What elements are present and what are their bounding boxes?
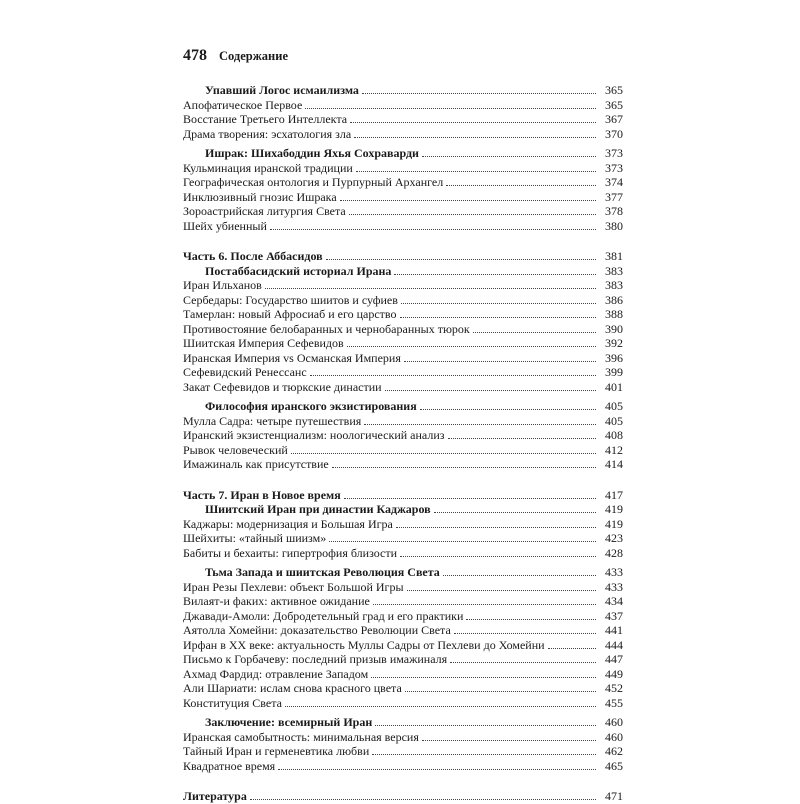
toc-entry-title: Апофатическое Первое bbox=[183, 97, 303, 112]
dot-leader bbox=[450, 653, 596, 663]
dot-leader bbox=[347, 337, 596, 347]
toc-entry bbox=[183, 623, 623, 638]
toc-entry-page: 386 bbox=[605, 292, 623, 307]
toc-section-heading bbox=[183, 83, 623, 98]
toc-entry-title: Письмо к Горбачеву: последний призыв имажиналя bbox=[183, 652, 448, 666]
dot-leader bbox=[434, 503, 596, 513]
toc-entry-page: 412 bbox=[605, 442, 623, 457]
dot-leader bbox=[344, 489, 596, 499]
toc-part-heading bbox=[183, 789, 623, 804]
dot-leader bbox=[340, 191, 596, 201]
toc-entry-title: Сефевидский Ренессанс bbox=[183, 365, 307, 379]
toc-entry-page: 444 bbox=[605, 637, 623, 652]
toc-entry bbox=[183, 112, 623, 127]
dot-leader bbox=[250, 790, 596, 800]
toc-entry-page: 401 bbox=[605, 379, 623, 394]
toc-entry-title: Джавади-Амоли: Добродетельный град и его практики bbox=[183, 608, 464, 623]
dot-leader bbox=[466, 610, 596, 620]
toc-entry-title: Мулла Садра: четыре путешествия bbox=[183, 413, 362, 428]
toc-entry-title: Кульминация иранской традиции bbox=[183, 160, 353, 175]
toc-entry bbox=[183, 307, 623, 322]
toc-entry-title: Шейхиты: «тайный шиизм» bbox=[183, 531, 327, 545]
toc-section-heading bbox=[183, 502, 623, 517]
dot-leader bbox=[265, 279, 596, 289]
toc-entry-title: Восстание Третьего Интеллекта bbox=[183, 112, 348, 126]
toc-entry-title: Иранская самобытность: минимальная версия bbox=[183, 729, 419, 744]
dot-leader bbox=[291, 444, 596, 454]
toc-entry-title: Часть 7. Иран в Новое время bbox=[183, 487, 341, 502]
toc-entry bbox=[183, 278, 623, 293]
dot-leader bbox=[446, 176, 596, 186]
toc-entry-page: 423 bbox=[605, 531, 623, 545]
dot-leader bbox=[326, 250, 596, 260]
toc-entry-title: Противостояние белобаранных и чернобаранных тюрок bbox=[183, 321, 470, 336]
dot-leader bbox=[350, 113, 596, 123]
toc-entry-page: 377 bbox=[605, 189, 623, 204]
toc-entry-page: 434 bbox=[605, 594, 623, 608]
toc-entry-title: Иран Резы Пехлеви: объект Большой Игры bbox=[183, 579, 404, 594]
toc-entry bbox=[183, 696, 623, 711]
toc-entry-page: 449 bbox=[605, 666, 623, 681]
table-of-contents bbox=[183, 83, 623, 804]
toc-entry-page: 373 bbox=[605, 160, 623, 175]
toc-entry-page: 447 bbox=[605, 652, 623, 666]
toc-entry-title: Иранская Империя vs Османская Империя bbox=[183, 350, 401, 365]
toc-entry-title: Шейх убиенный bbox=[183, 218, 267, 233]
toc-entry-title: Сербедары: Государство шиитов и суфиев bbox=[183, 292, 398, 307]
toc-entry-page: 405 bbox=[605, 413, 623, 428]
toc-entry-page: 417 bbox=[605, 487, 623, 502]
dot-leader bbox=[362, 84, 596, 94]
dot-leader bbox=[396, 518, 596, 528]
toc-entry-title: Рывок человеческий bbox=[183, 442, 288, 457]
dot-leader bbox=[404, 352, 596, 362]
toc-entry bbox=[183, 652, 623, 667]
toc-entry-title: Али Шариати: ислам снова красного цвета bbox=[183, 681, 402, 695]
dot-leader bbox=[422, 147, 596, 157]
toc-entry-page: 380 bbox=[605, 218, 623, 233]
toc-entry-title: Тамерлан: новый Афросиаб и его царство bbox=[183, 307, 397, 321]
toc-entry bbox=[183, 531, 623, 546]
dot-leader bbox=[443, 566, 596, 576]
toc-entry-page: 455 bbox=[605, 695, 623, 710]
toc-entry-title: Зороастрийская литургия Света bbox=[183, 204, 346, 218]
toc-entry-page: 390 bbox=[605, 321, 623, 336]
toc-entry-title: Географическая онтология и Пурпурный Архангел bbox=[183, 175, 444, 189]
toc-entry bbox=[183, 730, 623, 745]
toc-entry-page: 441 bbox=[605, 623, 623, 637]
toc-entry bbox=[183, 744, 623, 759]
toc-entry-page: 392 bbox=[605, 336, 623, 350]
dot-leader bbox=[473, 323, 596, 333]
toc-section-heading bbox=[183, 146, 623, 161]
toc-entry-title: Упавший Логос исмаилизма bbox=[205, 83, 359, 97]
toc-entry bbox=[183, 428, 623, 443]
toc-section-heading bbox=[183, 715, 623, 730]
dot-leader bbox=[422, 731, 596, 741]
toc-entry-page: 378 bbox=[605, 204, 623, 218]
dot-leader bbox=[371, 668, 596, 678]
dot-leader bbox=[401, 294, 596, 304]
toc-entry bbox=[183, 580, 623, 595]
dot-leader bbox=[364, 415, 596, 425]
toc-entry-page: 433 bbox=[605, 565, 623, 579]
toc-entry-title: Литература bbox=[183, 789, 247, 803]
toc-entry-page: 383 bbox=[605, 278, 623, 292]
dot-leader bbox=[270, 220, 596, 230]
toc-entry bbox=[183, 175, 623, 190]
toc-entry-title: Шиитская Империя Сефевидов bbox=[183, 336, 344, 350]
toc-entry-title: Аятолла Хомейни: доказательство Революции Света bbox=[183, 623, 451, 637]
toc-entry bbox=[183, 127, 623, 142]
toc-entry-page: 471 bbox=[605, 789, 623, 803]
running-title: Содержание bbox=[219, 49, 289, 63]
toc-entry-title: Философия иранского экзистирования bbox=[205, 399, 417, 413]
dot-leader bbox=[394, 265, 596, 275]
toc-entry bbox=[183, 609, 623, 624]
toc-entry-page: 433 bbox=[605, 579, 623, 594]
toc-entry bbox=[183, 414, 623, 429]
dot-leader bbox=[285, 697, 596, 707]
toc-entry-page: 388 bbox=[605, 307, 623, 321]
toc-entry bbox=[183, 457, 623, 472]
dot-leader bbox=[329, 532, 596, 542]
toc-entry-page: 408 bbox=[605, 428, 623, 442]
dot-leader bbox=[305, 99, 596, 109]
toc-entry bbox=[183, 98, 623, 113]
toc-entry-page: 370 bbox=[605, 126, 623, 141]
toc-entry-page: 465 bbox=[605, 758, 623, 773]
dot-leader bbox=[354, 128, 596, 138]
toc-entry-page: 452 bbox=[605, 681, 623, 695]
toc-entry-title: Инклюзивный гнозис Ишрака bbox=[183, 189, 337, 204]
dot-leader bbox=[373, 595, 596, 605]
dot-leader bbox=[400, 308, 597, 318]
toc-entry bbox=[183, 759, 623, 774]
toc-entry-title: Каджары: модернизация и Большая Игра bbox=[183, 516, 393, 531]
toc-entry-title: Заключение: всемирный Иран bbox=[205, 715, 373, 729]
toc-part-heading bbox=[183, 249, 623, 264]
dot-leader bbox=[372, 745, 596, 755]
toc-entry-page: 399 bbox=[605, 365, 623, 379]
toc-entry-title: Бабиты и бехаиты: гипертрофия близости bbox=[183, 545, 398, 560]
toc-entry bbox=[183, 380, 623, 395]
toc-entry bbox=[183, 351, 623, 366]
page-number: 478 bbox=[183, 47, 207, 64]
dot-leader bbox=[278, 760, 596, 770]
toc-entry bbox=[183, 336, 623, 351]
toc-entry bbox=[183, 638, 623, 653]
toc-entry-page: 365 bbox=[605, 97, 623, 112]
toc-entry-page: 460 bbox=[605, 715, 623, 729]
toc-entry-title: Имажиналь как присутствие bbox=[183, 457, 329, 471]
toc-entry bbox=[183, 293, 623, 308]
toc-entry-page: 373 bbox=[605, 146, 623, 160]
toc-entry-page: 462 bbox=[605, 744, 623, 758]
dot-leader bbox=[400, 547, 596, 557]
toc-entry bbox=[183, 443, 623, 458]
toc-section-heading bbox=[183, 264, 623, 279]
toc-entry-page: 437 bbox=[605, 608, 623, 623]
toc-entry bbox=[183, 517, 623, 532]
dot-leader bbox=[448, 429, 597, 439]
toc-entry-title: Конституция Света bbox=[183, 695, 282, 710]
toc-entry bbox=[183, 365, 623, 380]
page-header bbox=[183, 47, 288, 65]
dot-leader bbox=[454, 624, 596, 634]
toc-entry-page: 428 bbox=[605, 545, 623, 560]
toc-entry-page: 396 bbox=[605, 350, 623, 365]
toc-entry-title: Вилаят-и факих: активное ожидание bbox=[183, 594, 370, 608]
dot-leader bbox=[356, 162, 596, 172]
toc-entry-page: 365 bbox=[605, 83, 623, 97]
toc-entry-page: 419 bbox=[605, 502, 623, 516]
toc-entry bbox=[183, 204, 623, 219]
toc-entry-title: Квадратное время bbox=[183, 758, 276, 773]
toc-entry-page: 419 bbox=[605, 516, 623, 531]
toc-entry bbox=[183, 161, 623, 176]
toc-entry bbox=[183, 594, 623, 609]
dot-leader bbox=[405, 682, 596, 692]
dot-leader bbox=[332, 458, 596, 468]
toc-entry-page: 374 bbox=[605, 175, 623, 189]
toc-entry-title: Шиитский Иран при династии Каджаров bbox=[205, 502, 431, 516]
toc-entry-title: Ишрак: Шихабоддин Яхья Сохраварди bbox=[205, 146, 419, 160]
toc-entry-title: Ахмад Фардид: отравление Западом bbox=[183, 666, 369, 681]
toc-entry bbox=[183, 546, 623, 561]
toc-entry-title: Драма творения: эсхатология зла bbox=[183, 126, 352, 141]
dot-leader bbox=[420, 400, 596, 410]
toc-section-heading bbox=[183, 399, 623, 414]
toc-entry-page: 383 bbox=[605, 263, 623, 278]
toc-entry bbox=[183, 322, 623, 337]
toc-entry-title: Иран Ильханов bbox=[183, 278, 262, 292]
dot-leader bbox=[349, 205, 596, 215]
toc-entry bbox=[183, 190, 623, 205]
toc-entry bbox=[183, 667, 623, 682]
toc-entry bbox=[183, 219, 623, 234]
toc-entry-title: Часть 6. После Аббасидов bbox=[183, 249, 323, 263]
toc-entry-page: 405 bbox=[605, 399, 623, 413]
dot-leader bbox=[310, 366, 596, 376]
toc-entry-page: 460 bbox=[605, 729, 623, 744]
dot-leader bbox=[375, 716, 596, 726]
toc-entry bbox=[183, 681, 623, 696]
toc-section-heading bbox=[183, 565, 623, 580]
toc-part-heading bbox=[183, 488, 623, 503]
toc-entry-page: 381 bbox=[605, 249, 623, 263]
toc-entry-title: Ирфан в XX веке: актуальность Муллы Садры от Пехлеви до Хомейни bbox=[183, 637, 545, 652]
toc-entry-page: 414 bbox=[605, 457, 623, 471]
dot-leader bbox=[407, 581, 596, 591]
toc-entry-title: Тьма Запада и шиитская Революция Света bbox=[205, 565, 440, 579]
dot-leader bbox=[548, 639, 596, 649]
toc-entry-title: Постаббасидский историал Ирана bbox=[205, 263, 392, 278]
toc-entry-title: Закат Сефевидов и тюркские династии bbox=[183, 379, 382, 394]
toc-entry-title: Тайный Иран и герменевтика любви bbox=[183, 744, 370, 758]
toc-entry-page: 367 bbox=[605, 112, 623, 126]
toc-entry-title: Иранский экзистенциализм: ноологический анализ bbox=[183, 428, 445, 442]
dot-leader bbox=[385, 381, 596, 391]
